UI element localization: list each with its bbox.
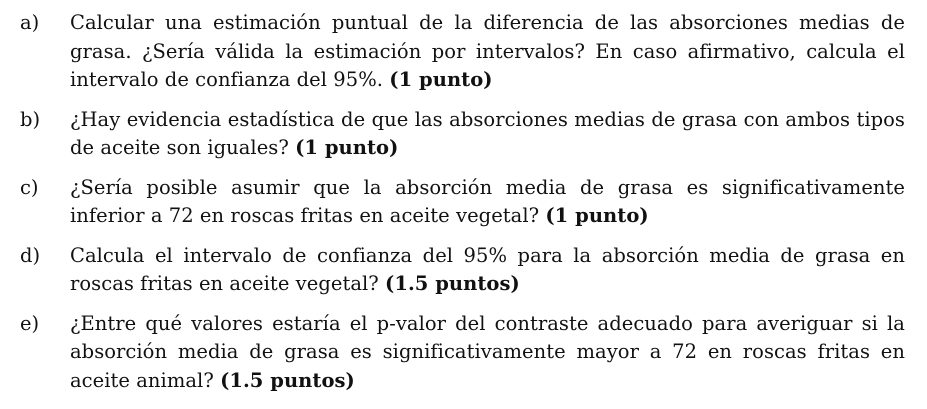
question-points: (1 punto) (389, 68, 493, 91)
question-a (20, 9, 905, 95)
question-points: (1 punto) (545, 204, 649, 227)
question-marker: a) (20, 11, 40, 34)
question-b (20, 106, 905, 163)
question-d (20, 242, 905, 299)
question-points: (1 punto) (295, 136, 399, 159)
question-text (70, 174, 905, 231)
question-text (70, 310, 905, 396)
question-marker: d) (20, 243, 41, 267)
question-marker: c) (20, 175, 39, 199)
question-text (70, 9, 905, 95)
question-points: (1.5 puntos) (220, 368, 355, 392)
question-body: Calcula el intervalo de confianza del 95% para la absorción media de grasa en roscas fritas en aceite vegetal? (70, 243, 905, 295)
question-body: ¿Entre qué valores estaría el p-valor del contraste adecuado para averiguar si la absorción media de grasa es significativamente mayor a 72 en roscas fritas en aceite animal? (70, 311, 905, 392)
question-marker: b) (20, 107, 41, 131)
question-marker: e) (20, 311, 40, 335)
question-text (70, 106, 905, 163)
question-body: ¿Sería posible asumir que la absorción media de grasa es significativamente inferior a 72 en roscas fritas en aceite vegetal? (70, 175, 905, 227)
question-points: (1.5 puntos) (385, 272, 520, 295)
question-body: Calcular una estimación puntual de la diferencia de las absorciones medias de grasa. ¿Sería válida la estimación por intervalos? En caso afirmativo, calcula el intervalo de confianza del 95%. (70, 11, 905, 91)
question-text (70, 242, 905, 299)
question-e (20, 310, 905, 396)
question-body: ¿Hay evidencia estadística de que las absorciones medias de grasa con ambos tipos de aceite son iguales? (70, 107, 905, 159)
question-c (20, 174, 905, 231)
